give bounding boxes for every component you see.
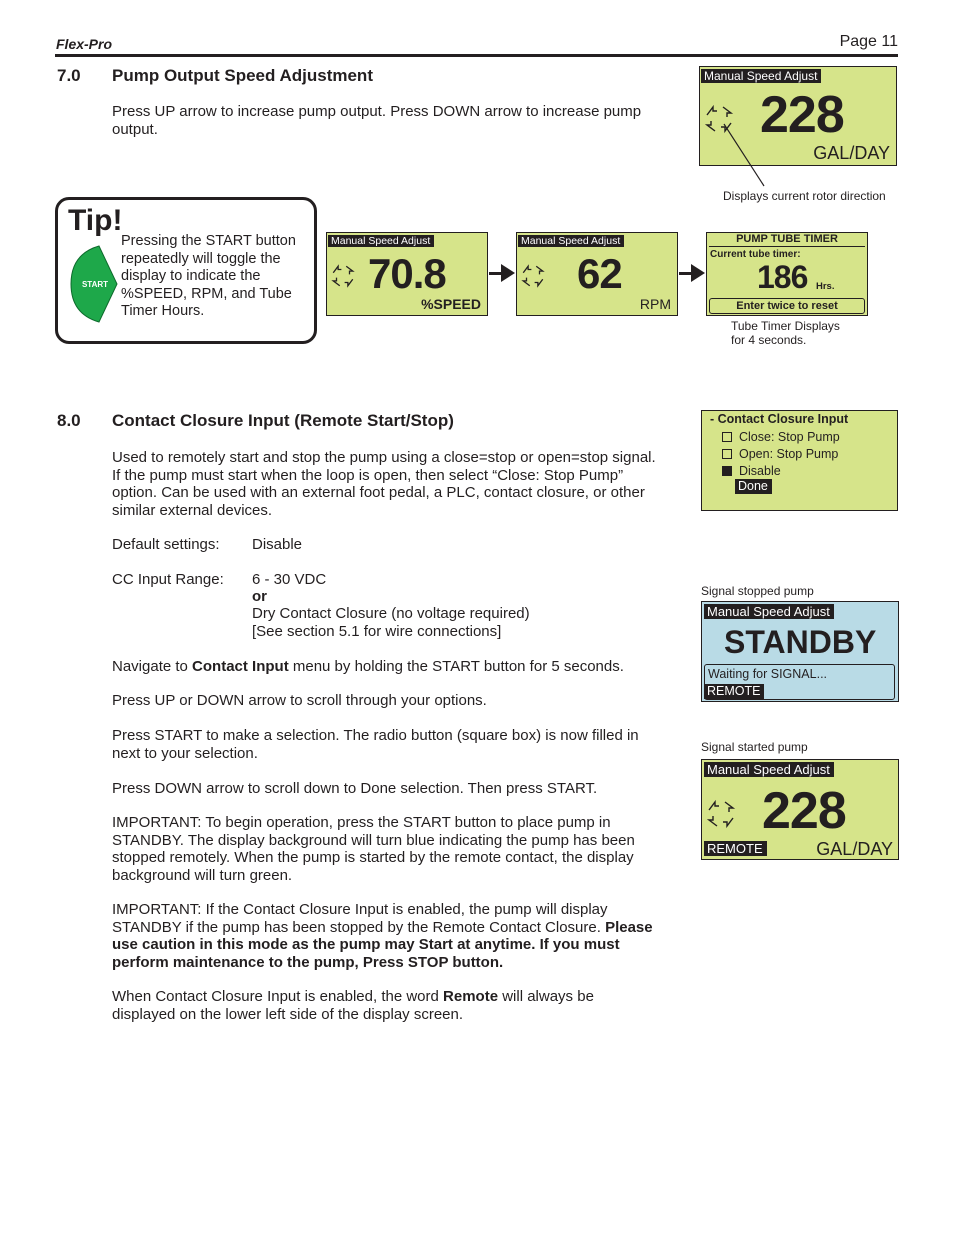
select-instruction: Press START to make a selection. The radio button (square box) is now filled in next to your selection. (112, 727, 639, 762)
radio-box-filled (722, 466, 732, 476)
timer-divider (709, 246, 865, 247)
default-settings-label: Default settings: (112, 536, 220, 553)
rotor-direction-icon (330, 263, 356, 289)
menu-option (722, 446, 840, 463)
navigate-post: menu by holding the START button for 5 seconds. (288, 658, 624, 675)
important-remote (112, 901, 667, 971)
header-rule (55, 54, 898, 57)
next-arrow (679, 272, 697, 275)
timer-value: 186 (757, 259, 808, 295)
menu-option (722, 463, 840, 480)
section-7-number: 7.0 (57, 66, 81, 85)
remote-note-pre: When Contact Closure Input is enabled, the word (112, 988, 444, 1005)
default-settings-value: Disable (252, 536, 303, 553)
standby-display (701, 601, 899, 702)
speed-percent-display (326, 232, 488, 316)
remote-note-post: will always be displayed on the lower left side of the display screen. (112, 988, 594, 1023)
page-number: Page 11 (839, 33, 898, 50)
menu-option-label: Disable (739, 463, 781, 478)
brand-name: Flex-Pro (56, 36, 113, 52)
display-value: 228 (762, 782, 846, 840)
cc-input-range-or: or (252, 588, 267, 605)
section-8-title: Contact Closure Input (Remote Start/Stop) (112, 411, 454, 430)
started-caption: Signal started pump (701, 740, 808, 754)
navigate-bold: Contact Input (192, 658, 289, 675)
done-instruction: Press DOWN arrow to scroll down to Done selection. Then press START. (112, 780, 598, 797)
menu-option-label: Open: Stop Pump (739, 446, 839, 461)
start-button-label: START (81, 280, 109, 289)
rotor-caption: Displays current rotor direction (723, 189, 886, 203)
rpm-display (516, 232, 678, 316)
stopped-caption: Signal stopped pump (701, 584, 814, 598)
remote-indicator: REMOTE (704, 841, 767, 856)
display-unit: RPM (639, 296, 671, 312)
timer-caption-line2: for 4 seconds. (731, 333, 807, 347)
rotor-direction-icon (705, 798, 737, 830)
cc-input-range-voltage: 6 - 30 VDC (252, 571, 327, 588)
menu-title: - Contact Closure Input (710, 412, 849, 426)
timer-reset-note: Enter twice to reset (709, 298, 865, 314)
started-display (701, 759, 899, 860)
section-8-intro: Used to remotely start and stop the pump using a close=stop or open=stop signal. If the pump must start when the loop is open, then select “Close: Stop Pump” option. Can be used with an external foot pedal, a PLC, contact closure, or other similar external devices. (112, 449, 656, 519)
display-unit: GAL/DAY (813, 143, 890, 163)
display-tag: Manual Speed Adjust (704, 762, 834, 777)
section-7-body: Press UP arrow to increase pump output. Press DOWN arrow to increase pump output. (112, 103, 642, 138)
timer-unit: Hrs. (816, 281, 835, 292)
radio-box-empty (722, 449, 732, 459)
display-tag: Manual Speed Adjust (328, 235, 434, 247)
section-7-title: Pump Output Speed Adjustment (112, 66, 373, 85)
display-tag: Manual Speed Adjust (701, 69, 821, 83)
rotor-pointer-line (720, 120, 770, 190)
remote-note (112, 988, 652, 1023)
important-remote-text: IMPORTANT: If the Contact Closure Input is enabled, the pump will display STANDBY if the pump has been stopped by the Remote Contact Closure. (112, 901, 608, 936)
display-tag: Manual Speed Adjust (704, 604, 834, 619)
menu-done-option: Done (735, 479, 772, 494)
start-button-icon (69, 244, 119, 324)
contact-closure-menu-display (701, 410, 898, 511)
tip-box (55, 197, 317, 344)
standby-text: STANDBY (724, 624, 877, 660)
tip-title: Tip! (68, 204, 123, 237)
menu-options (722, 429, 840, 479)
timer-label: Current tube timer: (710, 249, 801, 260)
cc-input-range-note: [See section 5.1 for wire connections] (252, 623, 502, 640)
cc-input-range-label: CC Input Range: (112, 571, 224, 588)
navigate-instruction (112, 658, 672, 676)
waiting-text: Waiting for SIGNAL... (708, 667, 828, 681)
cc-input-range-dry: Dry Contact Closure (no voltage required) (252, 605, 530, 622)
display-unit: %SPEED (421, 296, 481, 312)
important-standby: IMPORTANT: To begin operation, press the START button to place pump in STANDBY. The display background will turn blue indicating the pump has been stopped remotely. When the pump is started by the remote contact, the display background will turn green. (112, 814, 635, 884)
display-value: 228 (760, 86, 844, 144)
display-value: 62 (577, 250, 622, 297)
radio-box-empty (722, 432, 732, 442)
navigate-pre: Navigate to (112, 658, 193, 675)
rotor-direction-icon (520, 263, 546, 289)
remote-note-bold: Remote (443, 988, 499, 1005)
display-tag: Manual Speed Adjust (518, 235, 624, 247)
section-8-number: 8.0 (57, 411, 81, 430)
timer-caption-line1: Tube Timer Displays (731, 319, 840, 333)
timer-title: PUMP TUBE TIMER (736, 233, 838, 245)
remote-indicator: REMOTE (704, 684, 764, 699)
scroll-instruction: Press UP or DOWN arrow to scroll through your options. (112, 692, 487, 709)
menu-option (722, 429, 840, 446)
display-unit: GAL/DAY (816, 839, 893, 859)
display-value: 70.8 (368, 250, 446, 297)
tube-timer-display (706, 232, 868, 316)
menu-option-label: Close: Stop Pump (739, 430, 840, 444)
tip-text: Pressing the START button repeatedly will toggle the display to indicate the %SPEED, RPM, and Tube Timer Hours. (121, 233, 296, 320)
next-arrow (489, 272, 507, 275)
caution-text: Please use caution in this mode as the pump may Start at anytime. If you must perform maintenance to the pump, Press STOP button. (112, 918, 653, 971)
